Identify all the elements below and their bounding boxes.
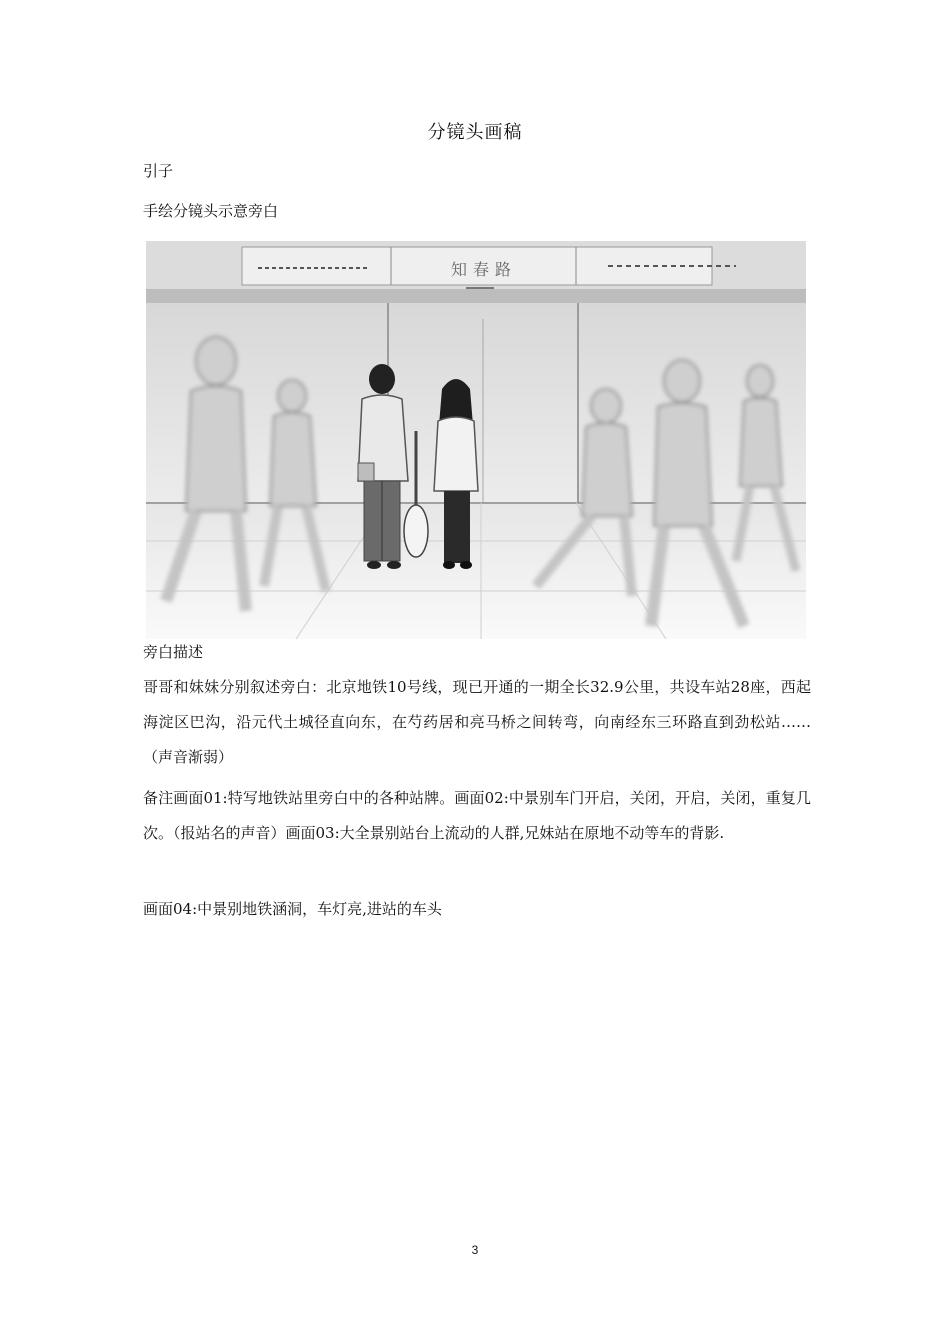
storyboard-sketch-image — [146, 241, 806, 639]
frame04-paragraph: 画面04:中景别地铁涵洞，车灯亮,进站的车头 — [143, 900, 442, 918]
notes-paragraph: 备注画面01:特写地铁站里旁白中的各种站牌。画面02:中景别车门开启，关闭，开启，关闭，重复几次。（报站名的声音）画面03:大全景别站台上流动的人群,兄妹站在原地不动等车的背影. — [143, 789, 811, 842]
page-title: 分镜头画稿 — [427, 122, 523, 143]
narration-paragraph: 哥哥和妹妹分别叙述旁白：北京地铁10号线，现已开通的一期全长32.9公里，共设车站28座，西起海淀区巴沟，沿元代土城径直向东，在芍药居和亮马桥之间转弯，向南经东三环路直到劲松站……（声音渐弱） — [143, 678, 811, 766]
page-number: 3 — [471, 1243, 479, 1257]
section-heading-narration: 旁白描述 — [143, 643, 204, 661]
section-heading-intro: 引子 — [143, 162, 174, 180]
station-sign-text: 知春路 — [450, 260, 518, 279]
figure-caption: 手绘分镜头示意旁白 — [143, 202, 279, 220]
